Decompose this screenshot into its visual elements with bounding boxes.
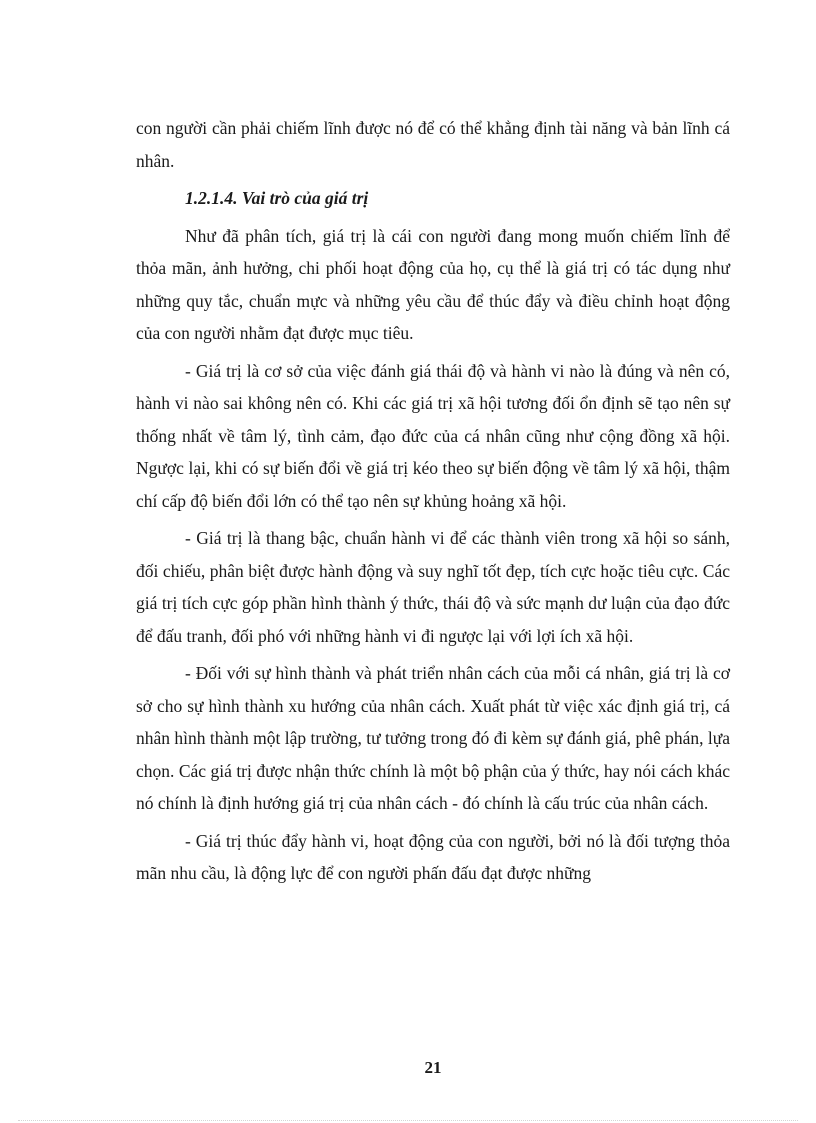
section-heading: 1.2.1.4. Vai trò của giá trị (185, 188, 369, 208)
page-number: 21 (424, 1058, 442, 1077)
paragraph-bullet-4: - Giá trị thúc đẩy hành vi, hoạt động của con người, bởi nó là đối tượng thỏa mãn nhu cầu, là động lực để con người phấn đấu đạt được những (136, 830, 730, 883)
paragraph-bullet-3: - Đối với sự hình thành và phát triển nhân cách của mỗi cá nhân, giá trị là cơ sở cho sự hình thành xu hướng của nhân cách. Xuất phát từ việc xác định giá trị, cá nhân hình thành một lập trường, tư tưởng trong đó đi kèm sự đánh giá, phê phán, lựa chọn. Các giá trị được nhận thức chính là một bộ phận của ý thức, hay nói cách khác nó chính là định hướng giá trị của nhân cách - đó chính là cấu trúc của nhân cách. (136, 663, 730, 813)
paragraph-continuation: con người cần phải chiếm lĩnh được nó để có thể khẳng định tài năng và bản lĩnh cá nhân. (136, 118, 730, 171)
page-content (136, 112, 730, 895)
paragraph-bullet-1: - Giá trị là cơ sở của việc đánh giá thái độ và hành vi nào là đúng và nên có, hành vi nào sai không nên có. Khi các giá trị xã hội tương đối ổn định sẽ tạo nên sự thống nhất về tâm lý, tình cảm, đạo đức của cá nhân cũng như cộng đồng xã hội. Ngược lại, khi có sự biến đổi về giá trị kéo theo sự biến động về tâm lý xã hội, thậm chí cấp độ biến đổi lớn có thể tạo nên sự khủng hoảng xã hội. (136, 360, 730, 511)
page-divider (18, 1120, 798, 1121)
paragraph-bullet-2: - Giá trị là thang bậc, chuẩn hành vi để các thành viên trong xã hội so sánh, đối chiếu, phân biệt được hành động và suy nghĩ tốt đẹp, tích cực hoặc tiêu cực. Các giá trị tích cực góp phần hình thành ý thức, thái độ và sức mạnh dư luận của đạo đức để đấu tranh, đối phó với những hành vi đi ngược lại với lợi ích xã hội. (136, 528, 730, 646)
paragraph-intro: Như đã phân tích, giá trị là cái con người đang mong muốn chiếm lĩnh để thỏa mãn, ảnh hưởng, chi phối hoạt động của họ, cụ thể là giá trị có tác dụng như những quy tắc, chuẩn mực và những yêu cầu để thúc đẩy và điều chỉnh hoạt động của con người nhằm đạt được mục tiêu. (136, 225, 730, 343)
